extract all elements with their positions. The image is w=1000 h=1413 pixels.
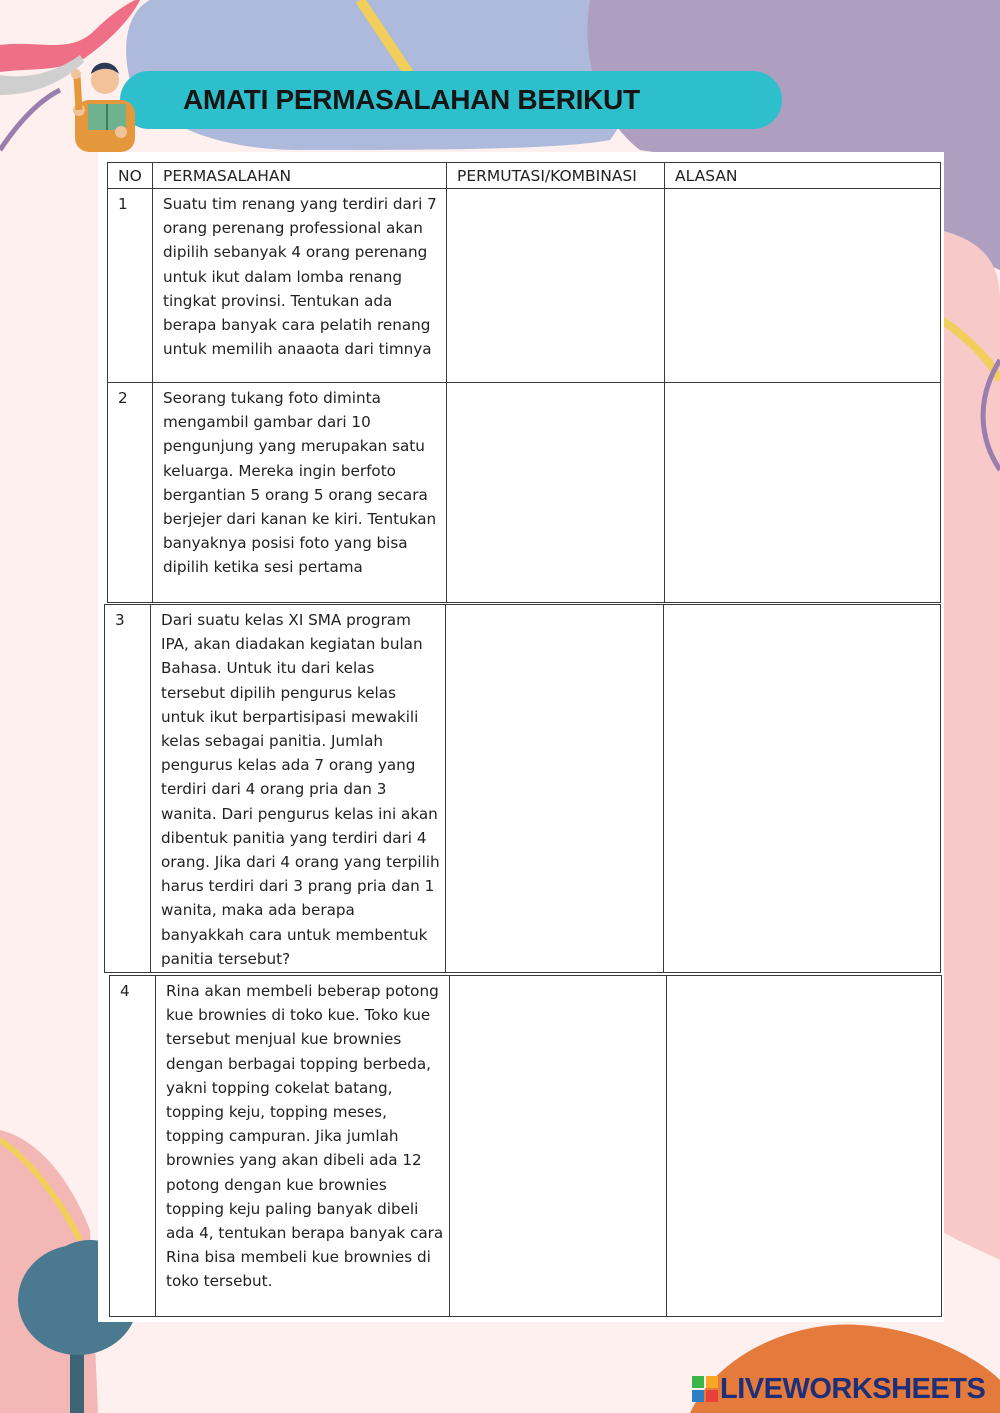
problem-text: Suatu tim renang yang terdiri dari 7 orang perenang professional akan dipilih sebanyak 4 orang perenang untuk ikut dalam lomba renang tingkat provinsi. Tentukan ada berapa banyak cara pelatih renang untuk memilih anaaota dari timnya <box>153 189 447 383</box>
problem-text: Dari suatu kelas XI SMA program IPA, akan diadakan kegiatan bulan Bahasa. Untuk itu dari kelas tersebut dipilih pengurus kelas untuk ikut berpartisipasi mewakili kelas sebagai panitia. Jumlah pengurus kelas ada 7 orang yang terdiri dari 4 orang pria dan 3 wanita. Dari pengurus kelas ini akan dibentuk panitia yang terdiri dari 4 orang. Jika dari 4 orang yang terpilih harus terdiri dari 3 prang pria dan 1 wanita, maka ada berapa banyakkah cara untuk membentuk panitia tersebut? <box>151 605 446 973</box>
blob-pink-right <box>940 230 1000 1260</box>
problem-text: Rina akan membeli beberap potong kue brownies di toko kue. Toko kue tersebut menjual kue brownies dengan berbagai topping berbeda, yakni topping cokelat batang, topping keju, topping meses, topping campuran. Jika jumlah brownies yang akan dibeli ada 12 potong dengan kue brownies topping keju paling banyak dibeli ada 4, tentukan berapa banyak cara Rina bisa membeli kue brownies di toko tersebut. <box>156 976 450 1317</box>
page-title: AMATI PERMASALAHAN BERIKUT <box>183 84 640 115</box>
column-header-no: NO <box>108 163 153 189</box>
problem-text: Seorang tukang foto diminta mengambil gambar dari 10 pengunjung yang merupakan satu keluarga. Mereka ingin berfoto bergantian 5 orang 5 orang secara berjejer dari kanan ke kiri. Tentukan banyaknya posisi foto yang bisa dipilih ketika sesi pertama <box>153 383 447 603</box>
problem-table-part-2 <box>104 604 941 973</box>
table-row <box>108 383 941 603</box>
table-header-row <box>108 163 941 189</box>
watermark-text: LIVEWORKSHEETS <box>720 1373 986 1405</box>
table-row <box>108 189 941 383</box>
problem-table-part-1 <box>107 162 941 603</box>
reason-cell[interactable] <box>664 605 941 973</box>
liveworksheets-watermark[interactable] <box>692 1372 985 1406</box>
row-number: 1 <box>108 189 153 383</box>
curve-purple-left <box>0 90 60 150</box>
row-number: 4 <box>110 976 156 1317</box>
reason-cell[interactable] <box>665 189 941 383</box>
column-header-reason: ALASAN <box>665 163 941 189</box>
reason-cell[interactable] <box>667 976 942 1317</box>
answer-cell[interactable] <box>450 976 667 1317</box>
teacher-reading-icon <box>55 52 150 152</box>
liveworksheets-logo-icon <box>692 1376 718 1402</box>
row-number: 3 <box>105 605 151 973</box>
table-row <box>110 976 942 1317</box>
reason-cell[interactable] <box>665 383 941 603</box>
table-row <box>105 605 941 973</box>
answer-cell[interactable] <box>447 189 665 383</box>
answer-cell[interactable] <box>447 383 665 603</box>
answer-cell[interactable] <box>446 605 664 973</box>
column-header-problem: PERMASALAHAN <box>153 163 447 189</box>
column-header-permutation-combination: PERMUTASI/KOMBINASI <box>447 163 665 189</box>
problem-table-part-3 <box>109 975 942 1317</box>
row-number: 2 <box>108 383 153 603</box>
